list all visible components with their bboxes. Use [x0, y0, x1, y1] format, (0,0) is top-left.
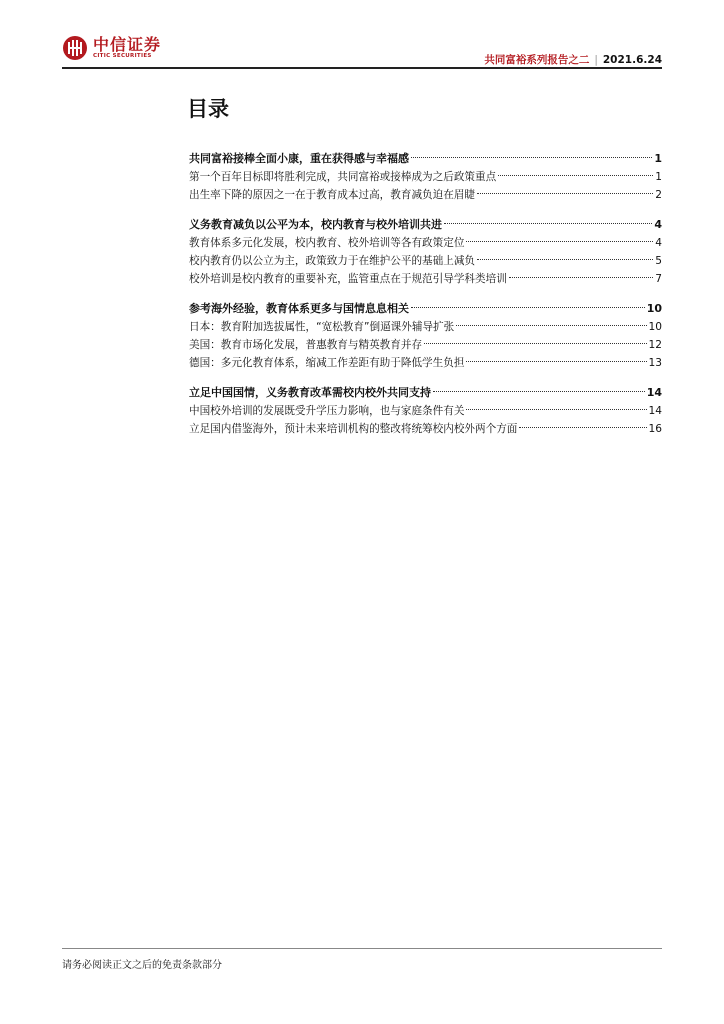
toc-subsection[interactable]: [189, 354, 662, 372]
toc-dot-leader: [466, 361, 646, 362]
toc-page-number: 10: [646, 302, 662, 315]
table-of-contents: [189, 150, 662, 450]
toc-section: [189, 384, 662, 438]
toc-dot-leader: [509, 277, 653, 278]
page-title: 目录: [187, 97, 229, 121]
toc-dot-leader: [498, 175, 653, 176]
toc-section-heading[interactable]: [189, 300, 662, 318]
logo-text: [93, 36, 161, 60]
toc-page-number: 1: [654, 152, 662, 165]
toc-page-number: 2: [655, 189, 662, 201]
toc-entry-title: 立足国内借鉴海外，预计未来培训机构的整改将统筹校内校外两个方面: [189, 423, 518, 435]
toc-page-number: 7: [655, 273, 662, 285]
toc-page-number: 13: [648, 357, 662, 369]
toc-page-number: 16: [648, 423, 662, 435]
toc-subsection[interactable]: [189, 168, 662, 186]
toc-entry-title: 立足中国国情，义务教育改革需校内校外共同支持: [189, 386, 431, 399]
logo-name-en: CITIC SECURITIES: [93, 53, 152, 59]
toc-section: [189, 300, 662, 372]
toc-dot-leader: [444, 223, 652, 224]
report-series: 共同富裕系列报告之二: [484, 54, 590, 66]
toc-dot-leader: [466, 409, 646, 410]
toc-section-heading[interactable]: [189, 384, 662, 402]
toc-section: [189, 150, 662, 204]
toc-entry-title: 日本：教育附加选拔属性，“宽松教育”倒逼课外辅导扩张: [189, 321, 455, 333]
toc-entry-title: 共同富裕接棒全面小康，重在获得感与幸福感: [189, 152, 409, 165]
toc-entry-title: 第一个百年目标即将胜利完成，共同富裕或接棒成为之后政策重点: [189, 171, 497, 183]
toc-subsection[interactable]: [189, 318, 662, 336]
toc-entry-title: 中国校外培训的发展既受升学压力影响，也与家庭条件有关: [189, 405, 465, 417]
toc-page-number: 4: [654, 218, 662, 231]
toc-section-heading[interactable]: [189, 216, 662, 234]
header-separator: |: [594, 54, 598, 66]
toc-section-heading[interactable]: [189, 150, 662, 168]
citic-logo: [62, 35, 161, 61]
toc-subsection[interactable]: [189, 420, 662, 438]
toc-dot-leader: [411, 307, 645, 308]
header-rule: [62, 67, 662, 69]
report-date: 2021.6.24: [602, 54, 662, 66]
toc-entry-title: 教育体系多元化发展，校内教育、校外培训等各有政策定位: [189, 237, 465, 249]
toc-entry-title: 校内教育仍以公立为主，政策致力于在维护公平的基础上减负: [189, 255, 476, 267]
toc-entry-title: 参考海外经验，教育体系更多与国情息息相关: [189, 302, 409, 315]
toc-page-number: 14: [646, 386, 662, 399]
toc-dot-leader: [519, 427, 646, 428]
toc-page-number: 10: [648, 321, 662, 333]
toc-dot-leader: [466, 241, 653, 242]
toc-dot-leader: [433, 391, 645, 392]
toc-dot-leader: [477, 259, 653, 260]
toc-dot-leader: [424, 343, 646, 344]
toc-subsection[interactable]: [189, 402, 662, 420]
toc-entry-title: 德国：多元化教育体系，缩减工作差距有助于降低学生负担: [189, 357, 465, 369]
toc-dot-leader: [456, 325, 646, 326]
logo-name-cn: 中信证券: [93, 35, 162, 54]
toc-entry-title: 义务教育减负以公平为本，校内教育与校外培训共进: [189, 218, 442, 231]
citic-logo-icon: [62, 35, 88, 61]
toc-subsection[interactable]: [189, 270, 662, 288]
toc-page-number: 5: [655, 255, 662, 267]
toc-page-number: 14: [648, 405, 662, 417]
toc-page-number: 12: [648, 339, 662, 351]
toc-entry-title: 出生率下降的原因之一在于教育成本过高，教育减负迫在眉睫: [189, 189, 476, 201]
footer-rule: [62, 948, 662, 949]
toc-page-number: 4: [655, 237, 662, 249]
toc-subsection[interactable]: [189, 252, 662, 270]
report-header-info: [484, 52, 662, 67]
toc-dot-leader: [411, 157, 652, 158]
toc-subsection[interactable]: [189, 234, 662, 252]
toc-subsection[interactable]: [189, 186, 662, 204]
toc-entry-title: 美国：教育市场化发展，普惠教育与精英教育并存: [189, 339, 423, 351]
footer-disclaimer: 请务必阅读正文之后的免责条款部分: [62, 960, 222, 971]
toc-entry-title: 校外培训是校内教育的重要补充，监管重点在于规范引导学科类培训: [189, 273, 507, 285]
toc-dot-leader: [477, 193, 653, 194]
toc-page-number: 1: [655, 171, 662, 183]
toc-section: [189, 216, 662, 288]
toc-subsection[interactable]: [189, 336, 662, 354]
